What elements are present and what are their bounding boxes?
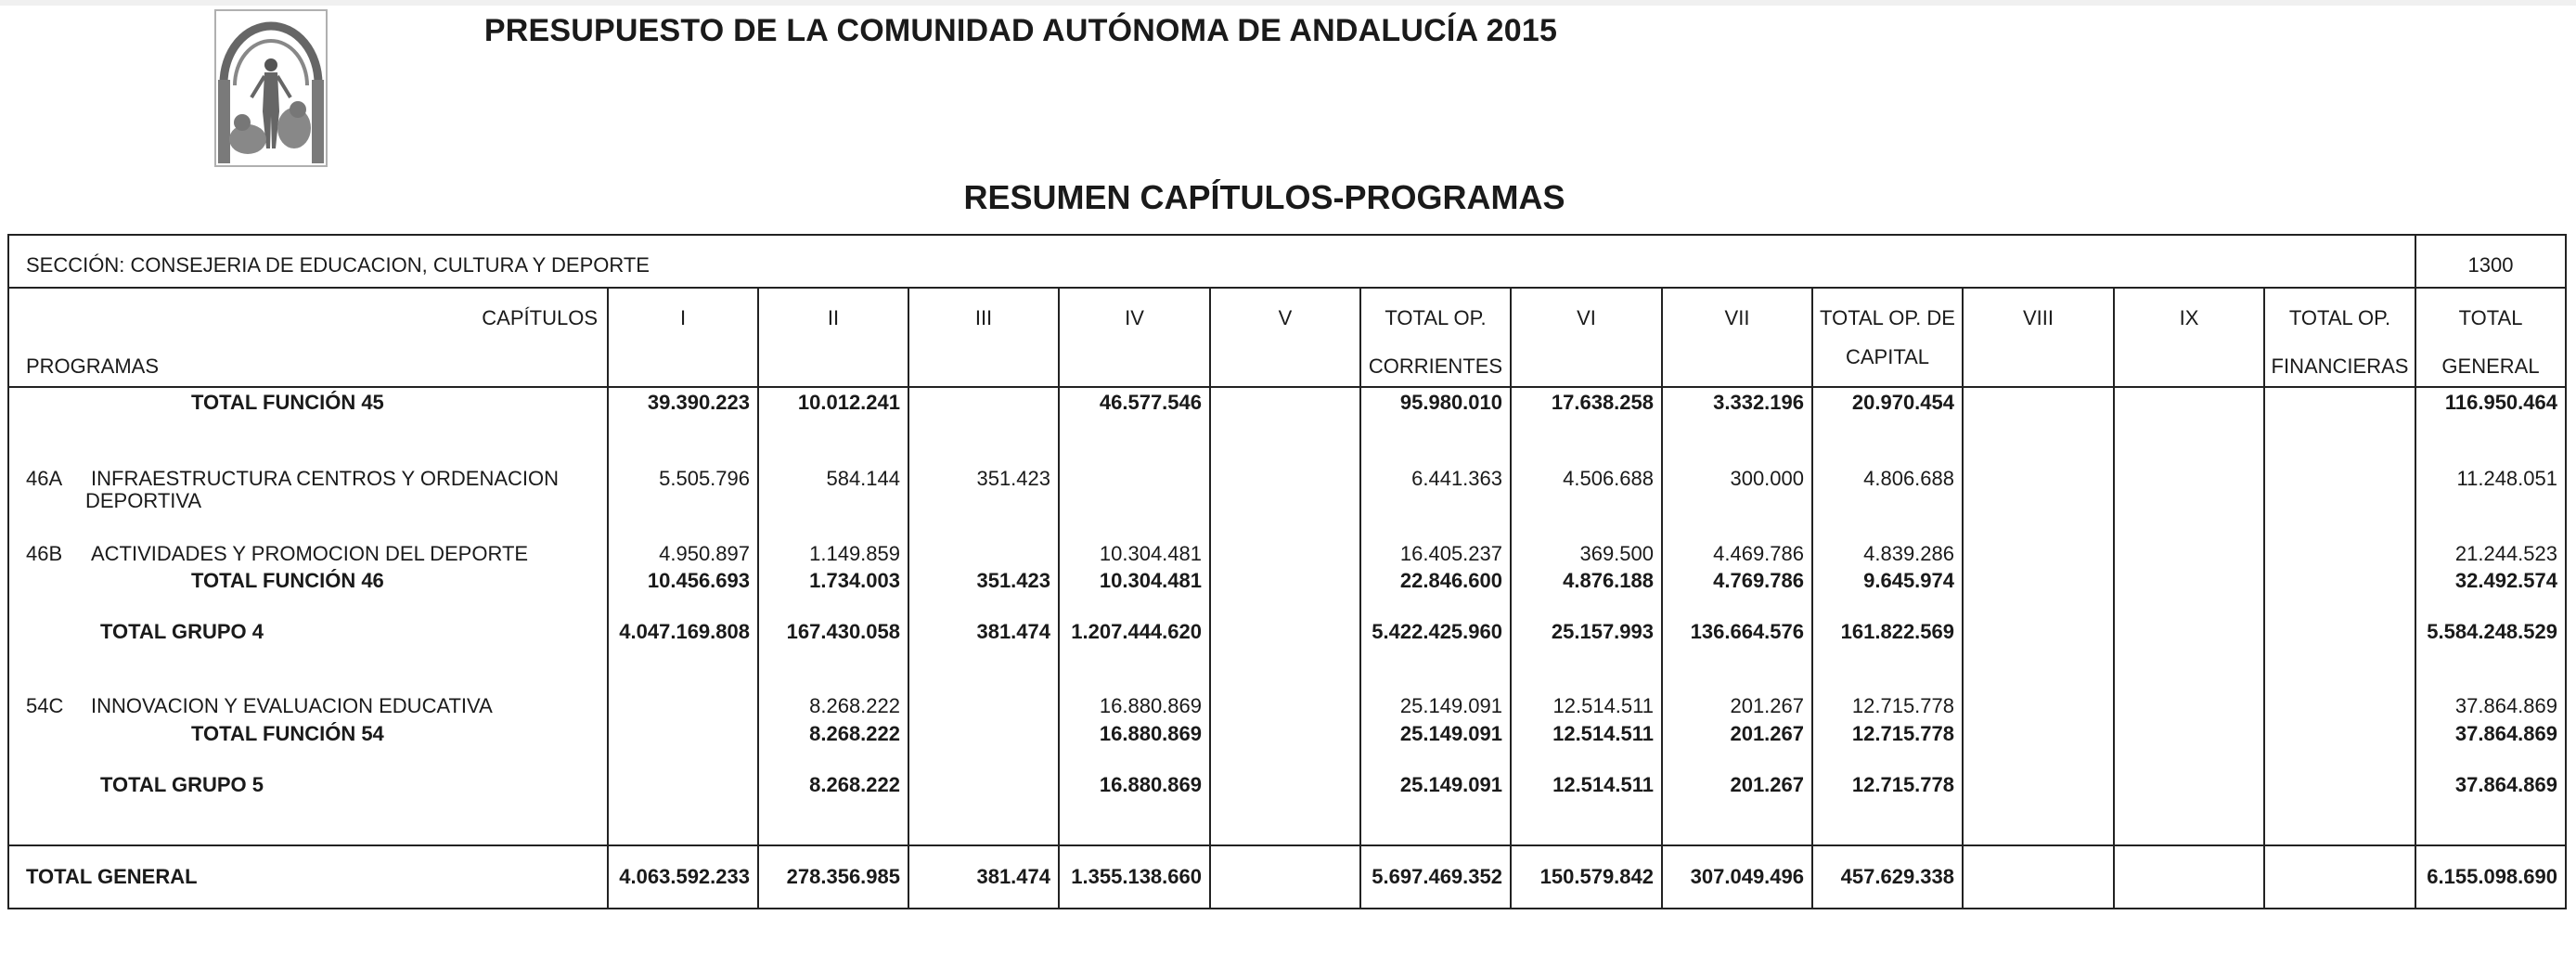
cell: 12.715.778 <box>1851 773 1954 796</box>
cell: 4.063.592.233 <box>619 865 750 888</box>
header-programas: PROGRAMAS <box>26 355 160 378</box>
cell: 4.876.188 <box>1563 569 1654 592</box>
cell: 351.423 <box>976 467 1050 490</box>
cell: 584.144 <box>826 467 900 490</box>
cell: 381.474 <box>976 865 1050 888</box>
cell: 10.456.693 <box>647 569 750 592</box>
col-divider <box>1359 288 1361 909</box>
cell: 300.000 <box>1730 467 1804 490</box>
cell: 150.579.842 <box>1539 865 1654 888</box>
cell: 25.149.091 <box>1399 694 1502 717</box>
col-divider <box>1962 288 1964 909</box>
cell: 12.514.511 <box>1552 722 1654 745</box>
cell: 4.047.169.808 <box>619 620 750 643</box>
cell: 1.207.444.620 <box>1071 620 1202 643</box>
cell: 12.514.511 <box>1552 773 1654 796</box>
header-total-op-corrientes-2: CORRIENTES <box>1368 355 1503 378</box>
document-subtitle: RESUMEN CAPÍTULOS-PROGRAMAS <box>963 178 1565 216</box>
header-cap-VII: VII <box>1724 306 1750 329</box>
program-name: INFRAESTRUCTURA CENTROS Y ORDENACION <box>91 467 560 490</box>
cell: 11.248.051 <box>2456 467 2557 490</box>
cell: 201.267 <box>1730 722 1804 745</box>
cell: 32.492.574 <box>2454 569 2557 592</box>
cell: 22.846.600 <box>1399 569 1502 592</box>
cell: 39.390.223 <box>647 391 750 414</box>
col-divider <box>1510 288 1512 909</box>
program-code: 46B <box>26 542 63 565</box>
header-cap-IV: IV <box>1125 306 1144 329</box>
header-cap-I: I <box>679 306 687 329</box>
program-code: 46A <box>26 467 63 490</box>
col-divider <box>1811 288 1813 909</box>
section-divider <box>7 287 2567 289</box>
header-cap-VIII: VIII <box>2022 306 2054 329</box>
cell: 95.980.010 <box>1399 391 1502 414</box>
cell: 1.355.138.660 <box>1071 865 1202 888</box>
cell: 161.822.569 <box>1840 620 1954 643</box>
cell: 5.422.425.960 <box>1372 620 1502 643</box>
header-cap-II: II <box>827 306 840 329</box>
section-label: SECCIÓN: CONSEJERIA DE EDUCACION, CULTURA Y DEPORTE <box>26 253 650 277</box>
row-label: TOTAL FUNCIÓN 45 <box>191 391 384 414</box>
program-code: 54C <box>26 694 64 717</box>
cell: 37.864.869 <box>2454 722 2557 745</box>
cell: 8.268.222 <box>809 722 900 745</box>
cell: 5.697.469.352 <box>1372 865 1502 888</box>
program-name: INNOVACION Y EVALUACION EDUCATIVA <box>91 694 493 717</box>
total-divider <box>7 844 2567 846</box>
cell: 37.864.869 <box>2454 773 2557 796</box>
cell: 5.505.796 <box>659 467 750 490</box>
col-divider <box>1058 288 1060 909</box>
cell: 6.155.098.690 <box>2427 865 2557 888</box>
cell: 201.267 <box>1730 694 1804 717</box>
cell: 4.950.897 <box>659 542 750 565</box>
program-name: ACTIVIDADES Y PROMOCION DEL DEPORTE <box>91 542 529 565</box>
cell: 17.638.258 <box>1551 391 1654 414</box>
cell: 381.474 <box>976 620 1050 643</box>
row-label: TOTAL FUNCIÓN 46 <box>191 569 384 592</box>
col-divider <box>757 288 759 909</box>
cell: 10.304.481 <box>1099 569 1202 592</box>
cell: 16.880.869 <box>1099 773 1202 796</box>
section-code: 1300 <box>2467 253 2514 277</box>
cell: 5.584.248.529 <box>2427 620 2557 643</box>
cell: 201.267 <box>1730 773 1804 796</box>
header-capitulos: CAPÍTULOS <box>482 306 598 329</box>
col-divider <box>607 288 609 909</box>
cell: 25.149.091 <box>1399 722 1502 745</box>
header-cap-V: V <box>1278 306 1293 329</box>
cell: 6.441.363 <box>1411 467 1502 490</box>
cell: 25.157.993 <box>1551 620 1654 643</box>
cell: 4.839.286 <box>1863 542 1954 565</box>
cell: 46.577.546 <box>1099 391 1202 414</box>
cell: 457.629.338 <box>1840 865 1954 888</box>
document-title: PRESUPUESTO DE LA COMUNIDAD AUTÓNOMA DE ANDALUCÍA 2015 <box>483 13 1558 48</box>
cell: 12.715.778 <box>1851 722 1954 745</box>
cell: 167.430.058 <box>786 620 900 643</box>
header-total-general-2: GENERAL <box>2441 355 2540 378</box>
cell: 278.356.985 <box>786 865 900 888</box>
row-label: TOTAL GRUPO 4 <box>100 620 264 643</box>
header-total-op-corrientes-1: TOTAL OP. <box>1385 306 1487 329</box>
header-cap-IX: IX <box>2179 306 2199 329</box>
header-total-op-financieras-2: FINANCIERAS <box>2271 355 2409 378</box>
cell: 4.769.786 <box>1713 569 1804 592</box>
cell: 116.950.464 <box>2444 391 2557 414</box>
cell: 16.405.237 <box>1399 542 1502 565</box>
cell: 4.469.786 <box>1713 542 1804 565</box>
cell: 20.970.454 <box>1851 391 1954 414</box>
cell: 8.268.222 <box>809 773 900 796</box>
cell: 10.012.241 <box>797 391 900 414</box>
col-divider <box>1661 288 1663 909</box>
col-divider <box>2415 288 2416 909</box>
cell: 16.880.869 <box>1099 722 1202 745</box>
cell: 369.500 <box>1579 542 1654 565</box>
cell: 21.244.523 <box>2454 542 2557 565</box>
cell: 37.864.869 <box>2454 694 2557 717</box>
row-label: TOTAL FUNCIÓN 54 <box>191 722 384 745</box>
col-divider <box>2113 288 2115 909</box>
cell: 1.149.859 <box>809 542 900 565</box>
cell: 3.332.196 <box>1713 391 1804 414</box>
header-total-general-1: TOTAL <box>2458 306 2523 329</box>
row-label: TOTAL GENERAL <box>26 865 198 888</box>
col-divider <box>2263 288 2265 909</box>
cell: 25.149.091 <box>1399 773 1502 796</box>
program-name-cont: DEPORTIVA <box>85 489 202 512</box>
cell: 12.715.778 <box>1851 694 1954 717</box>
row-label: TOTAL GRUPO 5 <box>100 773 264 796</box>
header-total-op-financieras-1: TOTAL OP. <box>2288 306 2391 329</box>
cell: 351.423 <box>976 569 1050 592</box>
cell: 8.268.222 <box>809 694 900 717</box>
cell: 1.734.003 <box>809 569 900 592</box>
cell: 136.664.576 <box>1690 620 1804 643</box>
cell: 307.049.496 <box>1690 865 1804 888</box>
header-divider <box>7 386 2567 388</box>
cell: 16.880.869 <box>1099 694 1202 717</box>
col-divider <box>1209 288 1211 909</box>
col-divider <box>908 288 909 909</box>
cell: 4.806.688 <box>1863 467 1954 490</box>
cell: 10.304.481 <box>1099 542 1202 565</box>
cell: 4.506.688 <box>1563 467 1654 490</box>
table-frame <box>7 234 2567 909</box>
header-cap-VI: VI <box>1577 306 1596 329</box>
top-border <box>0 0 2576 6</box>
header-total-op-capital-1: TOTAL OP. DE <box>1820 306 1955 329</box>
cell: 9.645.974 <box>1863 569 1954 592</box>
header-total-op-capital-2: CAPITAL <box>1845 345 1930 368</box>
cell: 12.514.511 <box>1552 694 1654 717</box>
header-cap-III: III <box>974 306 993 329</box>
